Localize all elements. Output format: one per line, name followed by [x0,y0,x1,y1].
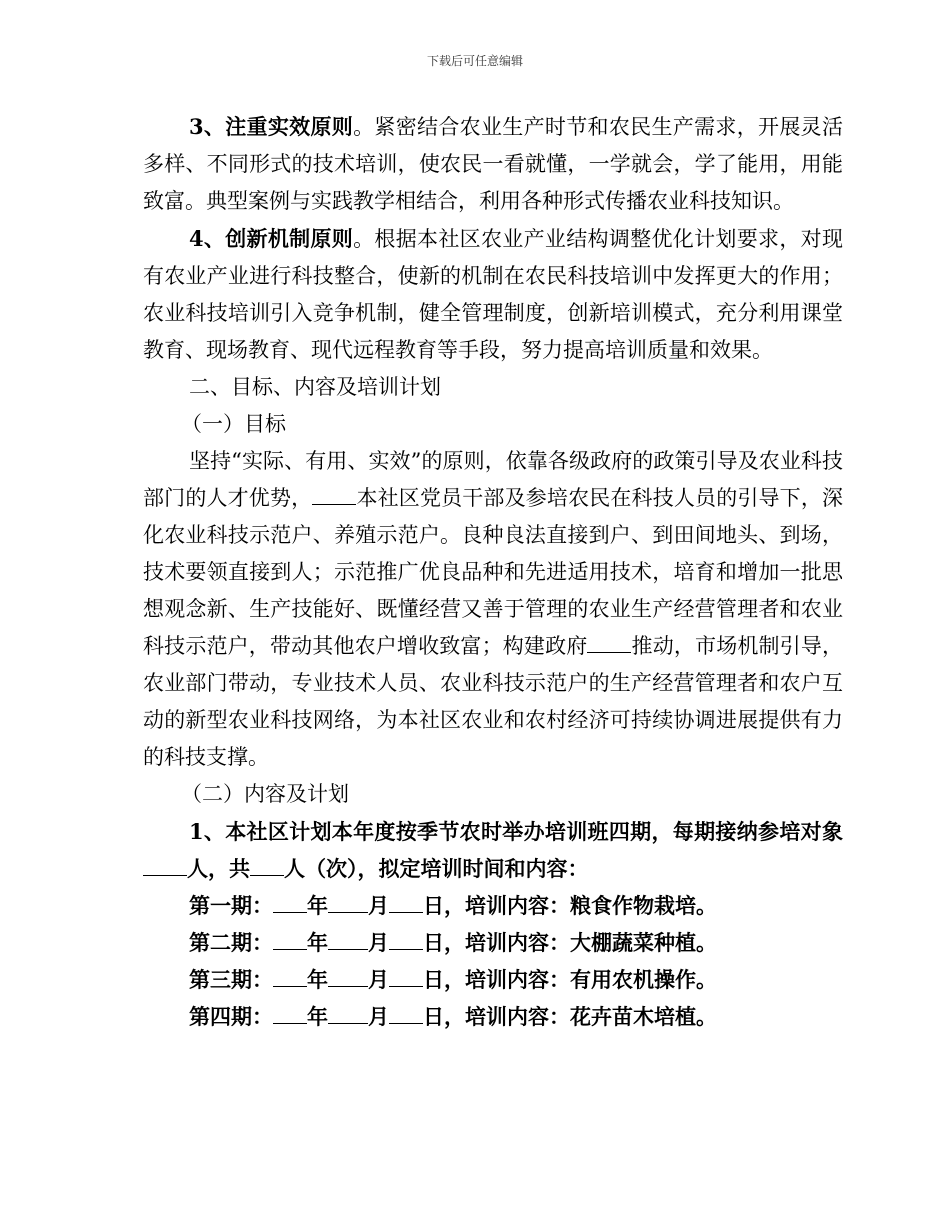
session-day-blank [389,931,423,950]
plan-blank-total [250,857,284,876]
principle-4-paragraph [143,220,843,369]
session-month-blank [328,968,368,987]
session-year-blank [273,968,307,987]
session-month-blank [328,1005,368,1024]
session-month: 月 [368,930,389,955]
session-content: 日，培训内容：有用农机操作。 [423,967,717,992]
plan-blank-participants [143,857,187,876]
page-header: 下载后可任意编辑 [426,54,523,68]
session-year: 年 [307,930,328,955]
session-year: 年 [307,967,328,992]
session-day-blank [389,968,423,987]
section-2-heading: 二、目标、内容及培训计划 [189,375,441,399]
session-line-2 [143,924,843,961]
session-year: 年 [307,1004,328,1029]
principle-4-body: 。根据本社区农业产业结构调整优化计划要求，对现有农业产业进行科技整合，使新的机制在农民科技培训中发挥更大的作用；农业科技培训引入竞争机制，健全管理制度，创新培训模式，充分利用课堂教育、现场教育、现代远程教育等手段，努力提高培训质量和效果。 [143,227,843,362]
document-body [143,108,843,1035]
plan-intro-text-1: 1、本社区计划本年度按季节农时举办培训班四期，每期接纳参培对象 [189,819,843,844]
session-year-blank [273,1005,307,1024]
principle-3-title: 3、注重实效原则 [189,114,354,139]
principle-3-body: 。紧密结合农业生产时节和农民生产需求，开展灵活多样、不同形式的技术培训，使农民一看就懂，一学就会，学了能用，用能致富。典型案例与实践教学相结合，利用各种形式传播农业科技知识。 [143,115,843,213]
plan-intro-paragraph [143,813,843,887]
principle-3-paragraph [143,108,843,220]
session-month: 月 [368,893,389,918]
plan-intro-text-2: 人，共 [187,856,250,881]
goal-blank-1 [312,486,356,505]
goal-paragraph [143,443,843,776]
session-month-blank [328,894,368,913]
session-year-blank [273,894,307,913]
session-day-blank [389,894,423,913]
session-label: 第四期： [189,1004,273,1029]
session-day-blank [389,1005,423,1024]
session-year: 年 [307,893,328,918]
session-content: 日，培训内容：花卉苗木培植。 [423,1004,717,1029]
subsection-2-heading: （二）内容及计划 [181,782,349,806]
session-year-blank [273,931,307,950]
subsection-1-heading: （一）目标 [181,412,286,436]
session-month: 月 [368,967,389,992]
goal-text-2: 本社区党员干部及参培农民在科技人员的引导下，深化农业科技示范户、养殖示范户。良种良法直接到户、到田间地头、到场，技术要领直接到人；示范推广优良品种和先进适用技术，培育和增加一批思想观念新、生产技能好、既懂经营又善于管理的农业生产经营管理者和农业科技示范户，带动其他农户增收致富；构建政府 [143,486,844,658]
session-month: 月 [368,1004,389,1029]
session-content: 日，培训内容：大棚蔬菜种植。 [423,930,717,955]
goal-text-3: 推动，市场机制引导，农业部门带动，专业技术人员、农业科技示范户的生产经营管理者和农户互动的新型农业科技网络，为本社区农业和农村经济可持续协调进展提供有力的科技支撑。 [143,634,844,769]
session-line-3 [143,961,843,998]
session-month-blank [328,931,368,950]
session-line-1 [143,887,843,924]
session-label: 第二期： [189,930,273,955]
principle-4-title: 4、创新机制原则 [189,226,354,251]
session-line-4 [143,998,843,1035]
session-label: 第三期： [189,967,273,992]
plan-intro-text-3: 人（次），拟定培训时间和内容： [284,856,589,881]
goal-blank-2 [587,634,631,653]
goal-text-1: 坚持“实际、有用、实效”的原则，依靠各级政府的政策引导及农业科技部门的人才优势， [143,449,843,510]
session-content: 日，培训内容：粮食作物栽培。 [423,893,717,918]
session-label: 第一期： [189,893,273,918]
